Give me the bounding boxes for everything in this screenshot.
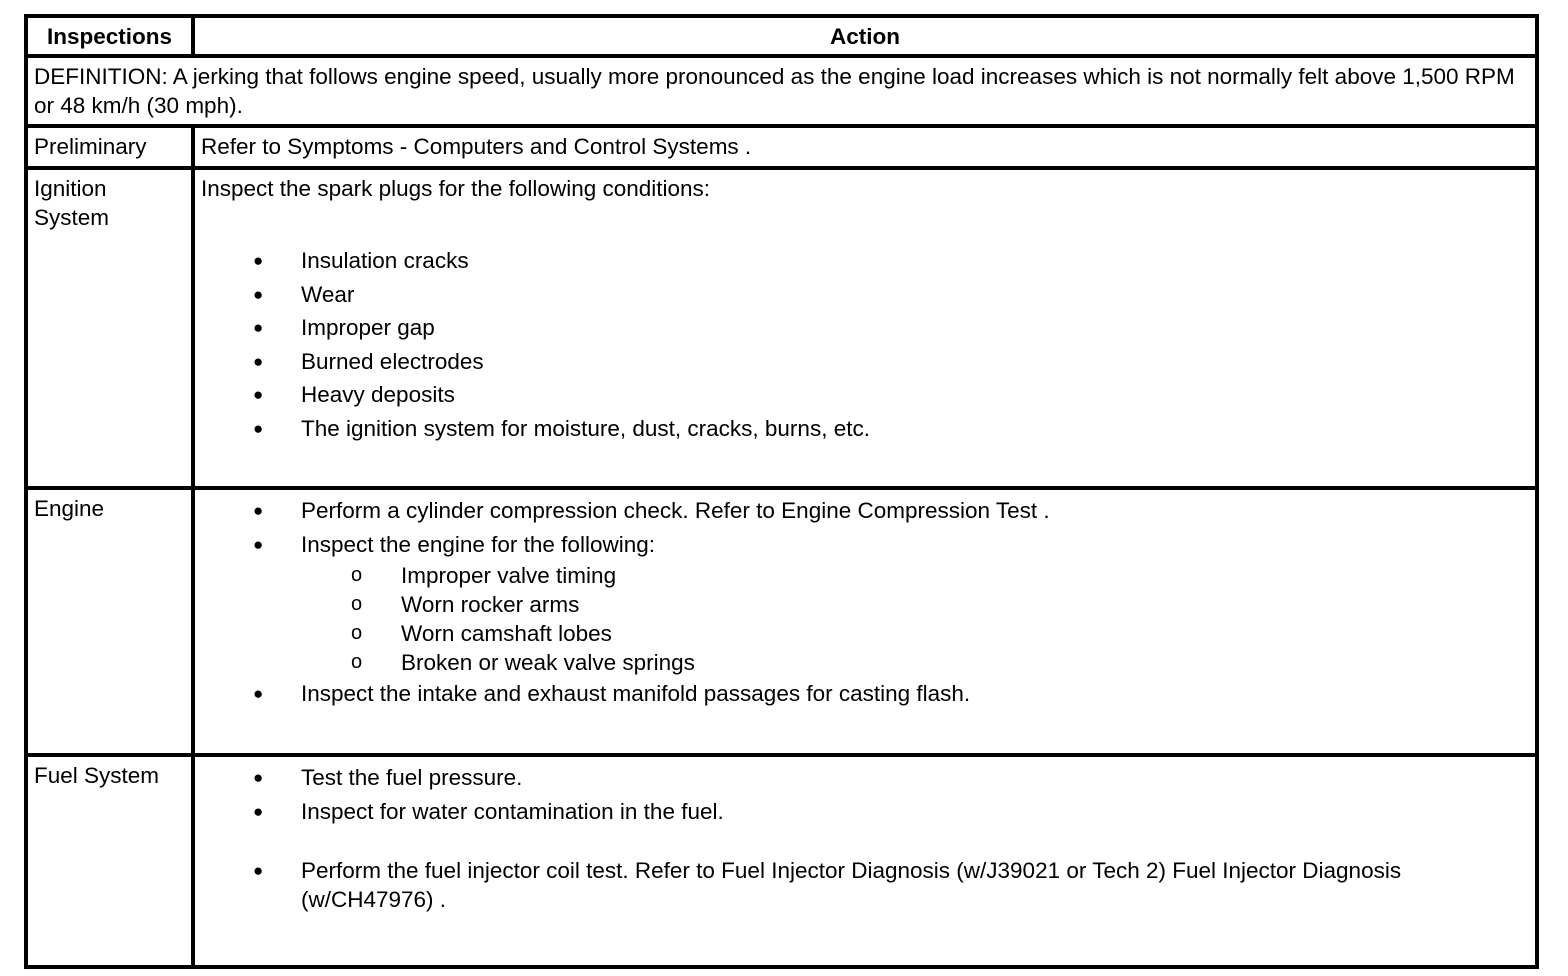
definition-row bbox=[26, 56, 1537, 126]
header-inspections: Inspections bbox=[26, 16, 193, 56]
list-item-text: Insulation cracks bbox=[301, 248, 469, 273]
list-item-text: The ignition system for moisture, dust, cracks, burns, etc. bbox=[301, 415, 870, 441]
bullet-icon: ● bbox=[253, 418, 264, 438]
list-item bbox=[201, 761, 1529, 795]
table-row-ignition bbox=[26, 168, 1537, 488]
list-item bbox=[201, 244, 1529, 278]
list-item bbox=[201, 412, 1529, 446]
list-item-text: Perform the fuel injector coil test. Refer to Fuel Injector Diagnosis (w/J39021 or Tech 2) Fuel Injector Diagnosis (w/CH47976) . bbox=[301, 858, 1402, 912]
bullet-icon: ● bbox=[253, 284, 264, 304]
list-item-text: Inspect the intake and exhaust manifold passages for casting flash. bbox=[301, 680, 971, 706]
bullet-icon: ● bbox=[253, 683, 264, 703]
list-item bbox=[201, 311, 1529, 345]
table-row-engine bbox=[26, 488, 1537, 755]
bullet-icon: ● bbox=[253, 501, 264, 520]
sub-list-item bbox=[201, 619, 1529, 648]
definition-text: DEFINITION: A jerking that follows engine speed, usually more pronounced as the engine load increases which is not normally felt above 1,500 RPM or 48 km/h (30 mph). bbox=[26, 56, 1537, 126]
bullet-icon: ● bbox=[253, 251, 264, 270]
sub-list-item bbox=[201, 590, 1529, 619]
sub-bullet-icon: o bbox=[351, 650, 363, 673]
sub-list-item-text: Worn rocker arms bbox=[401, 591, 580, 617]
list-item-text: Heavy deposits bbox=[301, 382, 455, 407]
list-item bbox=[201, 677, 1529, 711]
list-item-text: Burned electrodes bbox=[301, 348, 484, 374]
label-fuel: Fuel System bbox=[26, 755, 193, 967]
action-ignition bbox=[193, 168, 1537, 488]
table-row-fuel bbox=[26, 755, 1537, 967]
list-item-text: Wear bbox=[301, 281, 355, 307]
action-engine bbox=[193, 488, 1537, 755]
sub-bullet-icon: o bbox=[351, 563, 363, 586]
label-preliminary: Preliminary bbox=[26, 126, 193, 168]
list-item bbox=[201, 856, 1529, 914]
bullet-icon: ● bbox=[253, 351, 264, 371]
bullet-icon: ● bbox=[253, 801, 264, 821]
sub-list-item-text: Worn camshaft lobes bbox=[401, 620, 612, 646]
bullet-icon: ● bbox=[253, 861, 264, 880]
list-item-text: Inspect the engine for the following: bbox=[301, 531, 655, 557]
ignition-list bbox=[201, 244, 1529, 445]
list-item bbox=[201, 278, 1529, 312]
sub-bullet-icon: o bbox=[351, 592, 363, 615]
sub-list-item-text: Broken or weak valve springs bbox=[401, 649, 695, 675]
ignition-intro: Inspect the spark plugs for the following conditions: bbox=[201, 176, 711, 201]
list-item-text: Perform a cylinder compression check. Refer to Engine Compression Test . bbox=[301, 498, 1050, 523]
label-ignition-text: Ignition System bbox=[34, 176, 110, 230]
engine-sublist bbox=[301, 561, 1529, 677]
list-item bbox=[201, 795, 1529, 829]
list-item bbox=[201, 345, 1529, 379]
bullet-icon: ● bbox=[253, 768, 264, 787]
sub-list-item bbox=[201, 561, 1529, 590]
sub-list-item-text: Improper valve timing bbox=[401, 562, 617, 588]
label-ignition bbox=[26, 168, 193, 488]
list-item-text: Improper gap bbox=[301, 315, 435, 340]
diagnostic-table bbox=[24, 14, 1539, 969]
bullet-icon: ● bbox=[253, 385, 264, 404]
list-item bbox=[201, 378, 1529, 412]
table-row-preliminary bbox=[26, 126, 1537, 168]
bullet-icon: ● bbox=[253, 318, 264, 337]
header-row bbox=[26, 16, 1537, 56]
engine-list bbox=[201, 494, 1529, 710]
header-action: Action bbox=[193, 16, 1537, 56]
sub-bullet-icon: o bbox=[351, 621, 363, 644]
list-item-text: Test the fuel pressure. bbox=[301, 765, 523, 790]
fuel-list bbox=[201, 761, 1529, 914]
sub-list-item bbox=[201, 648, 1529, 677]
label-engine: Engine bbox=[26, 488, 193, 755]
action-fuel bbox=[193, 755, 1537, 967]
list-item-text: Inspect for water contamination in the fuel. bbox=[301, 798, 724, 824]
action-preliminary: Refer to Symptoms - Computers and Control Systems . bbox=[193, 126, 1537, 168]
list-item bbox=[201, 528, 1529, 677]
list-item bbox=[201, 494, 1529, 528]
bullet-icon: ● bbox=[253, 534, 264, 554]
